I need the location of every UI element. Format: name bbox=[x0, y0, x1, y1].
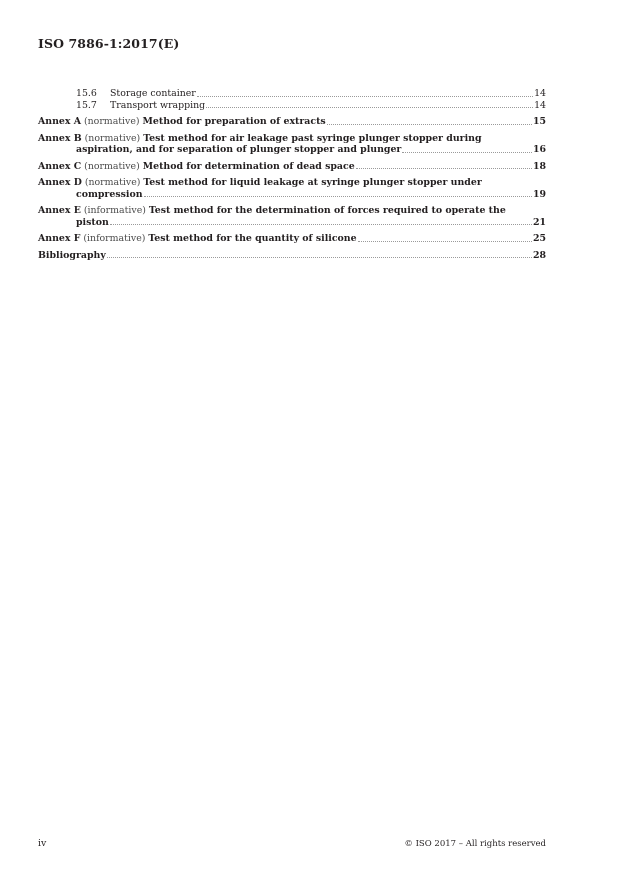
dot-leader bbox=[206, 107, 533, 108]
annex-label: Annex C bbox=[38, 160, 82, 172]
toc-entry-page: 21 bbox=[532, 216, 546, 228]
toc-entry-annex-e[interactable] bbox=[38, 205, 546, 228]
annex-label: Annex A bbox=[38, 116, 81, 127]
annex-title: Test method for the quantity of silicone bbox=[148, 233, 357, 244]
dot-leader bbox=[402, 152, 532, 153]
annex-label: Annex E bbox=[38, 205, 81, 216]
toc-entry-bibliography[interactable] bbox=[38, 250, 546, 262]
toc-entry-page: 15 bbox=[532, 116, 546, 127]
annex-label: Annex F bbox=[38, 233, 81, 244]
toc-entry-title: Transport wrapping bbox=[110, 99, 206, 111]
dot-leader bbox=[197, 96, 533, 97]
toc-entry-annex-b[interactable] bbox=[38, 133, 546, 156]
annex-title: Method for preparation of extracts bbox=[142, 116, 326, 127]
table-of-contents bbox=[38, 88, 546, 261]
annex-title: Method for determination of dead space bbox=[142, 160, 355, 172]
annex-title-continued: aspiration, and for separation of plunger stopper and plunger bbox=[76, 144, 402, 155]
dot-leader bbox=[144, 196, 532, 197]
toc-entry-page: 16 bbox=[532, 144, 546, 155]
annex-title: Test method for the determination of forces required to operate the bbox=[148, 205, 506, 216]
annex-type: (informative) bbox=[83, 205, 146, 216]
toc-entry-page: 28 bbox=[532, 249, 546, 261]
annex-title-continued: piston bbox=[76, 216, 109, 228]
dot-leader bbox=[327, 124, 532, 125]
dot-leader bbox=[110, 224, 532, 225]
toc-entry-number: 15.6 bbox=[76, 88, 97, 99]
toc-entry-page: 19 bbox=[532, 188, 546, 200]
annex-type: (normative) bbox=[83, 116, 140, 127]
annex-type: (normative) bbox=[84, 177, 141, 188]
toc-entry-page: 14 bbox=[534, 88, 546, 99]
toc-entry-annex-f[interactable] bbox=[38, 233, 546, 245]
toc-entry-number: 15.7 bbox=[76, 99, 97, 111]
page-number: iv bbox=[38, 838, 47, 849]
document-header: ISO 7886-1:2017(E) bbox=[38, 36, 180, 51]
annex-title: Test method for liquid leakage at syringe plunger stopper under bbox=[143, 177, 482, 188]
toc-entry-page: 18 bbox=[532, 160, 546, 172]
toc-entry-15-7[interactable] bbox=[38, 100, 546, 112]
toc-entry-title: Storage container bbox=[110, 88, 196, 99]
dot-leader bbox=[107, 257, 532, 258]
annex-label: Annex B bbox=[38, 132, 82, 144]
annex-type: (normative) bbox=[84, 132, 141, 144]
toc-entry-page: 25 bbox=[532, 233, 546, 244]
annex-title: Test method for air leakage past syringe plunger stopper during bbox=[143, 132, 482, 144]
annex-type: (informative) bbox=[83, 233, 146, 244]
copyright-notice: © ISO 2017 – All rights reserved bbox=[404, 839, 546, 849]
bibliography-title: Bibliography bbox=[38, 249, 106, 261]
annex-label: Annex D bbox=[38, 177, 82, 188]
annex-type: (normative) bbox=[84, 160, 140, 172]
toc-entry-annex-a[interactable] bbox=[38, 116, 546, 128]
dot-leader bbox=[358, 241, 532, 242]
toc-entry-15-6[interactable] bbox=[38, 88, 546, 100]
toc-entry-page: 14 bbox=[534, 99, 546, 111]
toc-entry-annex-c[interactable] bbox=[38, 161, 546, 173]
toc-entry-annex-d[interactable] bbox=[38, 177, 546, 200]
dot-leader bbox=[356, 168, 532, 169]
annex-title-continued: compression bbox=[76, 188, 143, 200]
